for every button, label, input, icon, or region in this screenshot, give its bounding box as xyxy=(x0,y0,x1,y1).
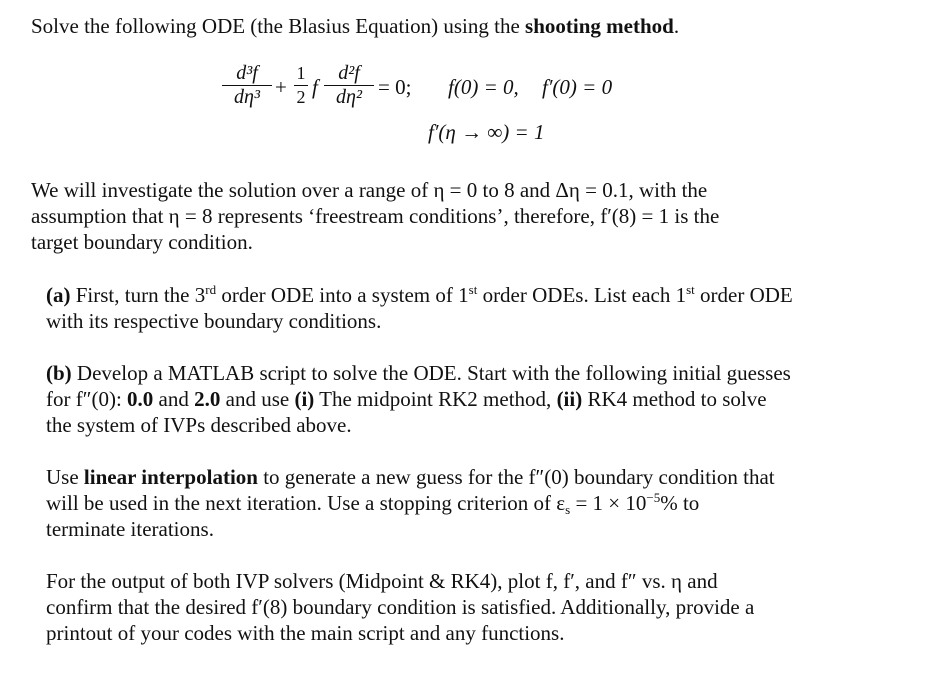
output-line-3: printout of your codes with the main script and any functions. xyxy=(46,621,565,645)
superscript-rd: rd xyxy=(205,282,217,297)
part-b-text: and use xyxy=(220,387,295,411)
boundary-condition-2: f′(0) = 0 xyxy=(542,75,613,99)
part-b-line-1 xyxy=(46,360,791,386)
half-denominator: 2 xyxy=(296,87,306,107)
part-a-label: (a) xyxy=(46,283,71,307)
intro-line xyxy=(31,13,679,39)
linear-interpolation-term: linear interpolation xyxy=(83,465,258,489)
part-b-text: for f″(0): xyxy=(46,387,128,411)
paragraph-1-line-2: assumption that η = 8 represents ‘freestream conditions’, therefore, f′(8) = 1 is the xyxy=(31,204,720,228)
second-derivative-fraction xyxy=(324,62,374,108)
boundary-condition-3: f′(η → ∞) = 1 xyxy=(428,120,545,144)
intro-suffix: . xyxy=(673,14,680,38)
part-b-text: and xyxy=(153,387,195,411)
intro-prefix: Solve the following ODE (the Blasius Equation) using the xyxy=(31,14,526,38)
superscript-st: st xyxy=(468,282,478,297)
part-b-label: (b) xyxy=(46,361,72,385)
part-a-line-1 xyxy=(46,282,793,308)
third-derivative-fraction xyxy=(222,62,272,108)
equals-zero: = 0; xyxy=(378,75,412,99)
interp-text: Use xyxy=(46,465,84,489)
interp-line-1 xyxy=(46,464,775,490)
paragraph-1-line-1: We will investigate the solution over a range of η = 0 to 8 and Δη = 0.1, with the xyxy=(31,178,708,202)
exponent: −5 xyxy=(646,490,661,505)
plus-sign: + xyxy=(275,75,287,99)
frac1-denominator: dη³ xyxy=(234,86,260,108)
interp-text: to generate a new guess for the f″(0) boundary condition that xyxy=(257,465,775,489)
paragraph-1-line-3: target boundary condition. xyxy=(31,230,253,254)
part-a-text: First, turn the 3 xyxy=(70,283,206,307)
frac2-denominator: dη² xyxy=(336,86,362,108)
epsilon-subscript: s xyxy=(565,502,571,517)
half-fraction xyxy=(294,62,308,108)
interp-line-3: terminate iterations. xyxy=(46,517,214,541)
part-b-text: Develop a MATLAB script to solve the ODE. Start with the following initial guesses xyxy=(71,361,791,385)
intro-method: shooting method xyxy=(525,14,674,38)
half-numerator: 1 xyxy=(296,63,306,83)
frac2-numerator: d²f xyxy=(338,62,360,84)
blasius-equation xyxy=(222,62,662,158)
part-a-line-2: with its respective boundary conditions. xyxy=(46,309,382,333)
frac1-numerator: d³f xyxy=(236,62,258,84)
interp-line-2 xyxy=(46,490,699,516)
output-line-1: For the output of both IVP solvers (Midpoint & RK4), plot f, f′, and f″ vs. η and xyxy=(46,569,718,593)
method-ii-label: (ii) xyxy=(556,387,583,411)
part-b-line-2 xyxy=(46,386,767,412)
part-a-text: order ODE xyxy=(694,283,793,307)
output-line-2: confirm that the desired f′(8) boundary condition is satisfied. Additionally, provide a xyxy=(46,595,755,619)
superscript-st: st xyxy=(686,282,695,297)
part-b-line-3: the system of IVPs described above. xyxy=(46,413,352,437)
interp-text: will be used in the next iteration. Use a stopping criterion of ε xyxy=(46,491,566,515)
initial-guess-1: 0.0 xyxy=(127,387,154,411)
interp-text: = 1 × 10 xyxy=(570,491,647,515)
part-a-text: order ODE into a system of 1 xyxy=(216,283,469,307)
method-i-label: (i) xyxy=(294,387,315,411)
part-b-text: The midpoint RK2 method, xyxy=(314,387,557,411)
part-b-text: RK4 method to solve xyxy=(582,387,767,411)
part-a-text: order ODEs. List each 1 xyxy=(477,283,687,307)
boundary-condition-1: f(0) = 0, xyxy=(448,75,519,99)
interp-text: % to xyxy=(660,491,700,515)
f-symbol: f xyxy=(312,75,318,99)
initial-guess-2: 2.0 xyxy=(194,387,221,411)
